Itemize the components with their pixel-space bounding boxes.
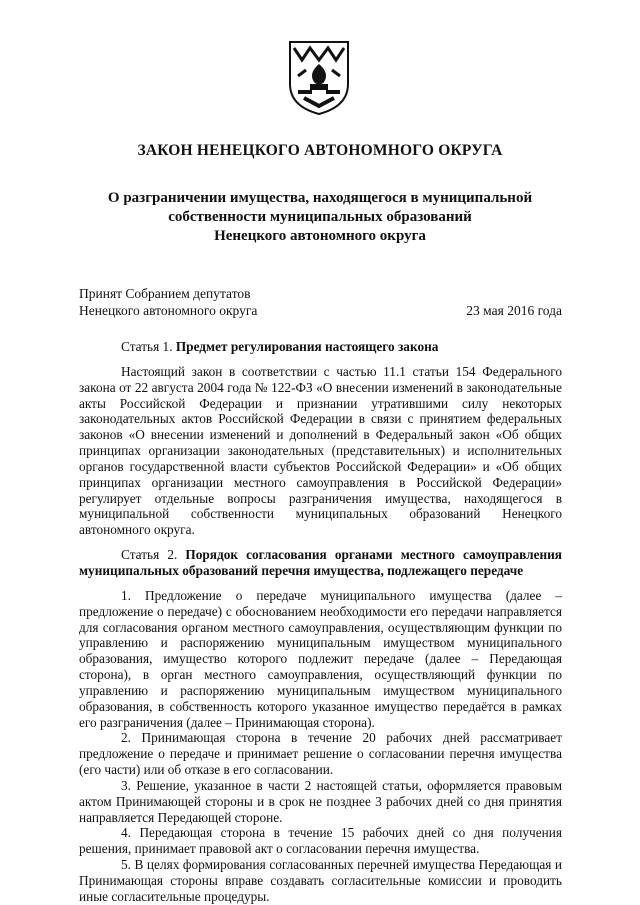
article-paragraph: 1. Предложение о передаче муниципального имущества (далее – предложение о передаче) с обоснованием необходимости его передачи направляется для согласования органом местного самоуправления, осуществляющим функции по управлению и распоряжению муниципальным имуществом муниципального образования, имущество которого подлежит передаче (далее – Передающая сторона), в орган местного самоуправления, осуществляющий функции по управлению и распоряжению муниципальным имуществом муниципального образования, в собственность которого указанное имущество передаётся в рамках его разграничения (далее – Принимающая сторона). (79, 587, 562, 730)
law-body (79, 339, 562, 905)
article-number: Статья 1. (121, 339, 173, 354)
article-2-heading (79, 547, 562, 579)
subtitle-line: собственности муниципальных образований (168, 209, 472, 225)
article-paragraph: Настоящий закон в соответствии с частью 11.1 статьи 154 Федерального закона от 22 августа 2004 года № 122-ФЗ «О внесении изменений в законодательные акты Российской Федерации и признании утратившими силу некоторых законодательных актов Российской Федерации в связи с принятием федеральных законов «О внесении изменений и дополнений в Федеральный закон «Об общих принципах организации законодательных (представительных) и исполнительных органов государственной власти субъектов Российской Федерации» и «Об общих принципах организации местного самоуправления в Российской Федерации» регулирует отдельные вопросы разграничения имущества, находящегося в муниципальной собственности муниципальных образований Ненецкого автономного округа. (79, 363, 562, 538)
adoption-date: 23 мая 2016 года (466, 303, 562, 318)
law-subtitle (60, 189, 580, 246)
article-title: Предмет регулирования настоящего закона (175, 339, 439, 354)
article-paragraph: 4. Передающая сторона в течение 15 рабочих дней со дня получения решения, принимает правовой акт о согласовании перечня имущества. (79, 825, 562, 857)
subtitle-line: Ненецкого автономного округа (214, 228, 426, 244)
adoption-line: Принят Собранием депутатов (79, 286, 251, 301)
article-paragraph: 2. Принимающая сторона в течение 20 рабочих дней рассматривает предложение о передаче и принимает решение о согласовании перечня имущества (его части) или об отказе в его согласовании. (79, 730, 562, 778)
adoption-line: Ненецкого автономного округа (79, 303, 258, 318)
article-1-heading (79, 339, 562, 355)
article-paragraph: 3. Решение, указанное в части 2 настоящей статьи, оформляется правовым актом Принимающей стороны и в срок не позднее 3 рабочих дней со дня принятия направляется Передающей стороне. (79, 777, 562, 825)
subtitle-line: О разграничении имущества, находящегося в муниципальной (107, 190, 533, 206)
article-number: Статья 2. (121, 547, 178, 563)
law-title: ЗАКОН НЕНЕЦКОГО АВТОНОМНОГО ОКРУГА (137, 142, 503, 159)
adoption-note (79, 285, 257, 319)
article-title: Порядок согласования органами местного самоуправления муниципальных образований перечня имущества, подлежащего передаче (79, 547, 562, 578)
article-paragraph: 5. В целях формирования согласованных перечней имущества Передающая и Принимающая стороны вправе создавать согласительные комиссии и проводить иные согласительные процедуры. (79, 857, 562, 904)
coat-of-arms-emblem-icon (288, 40, 350, 116)
